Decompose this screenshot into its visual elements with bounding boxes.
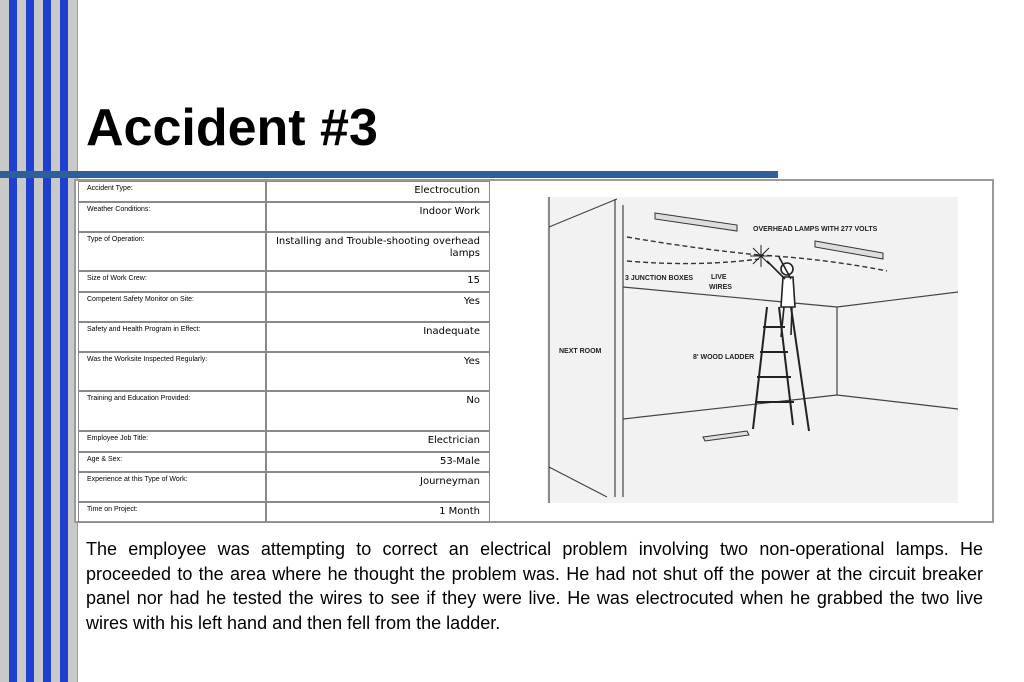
label-live: LIVE <box>711 274 727 281</box>
table-row <box>78 452 490 472</box>
row-label: Time on Project: <box>78 502 266 523</box>
row-value: 15 <box>266 271 490 292</box>
table-row <box>78 292 490 322</box>
stripe <box>34 0 43 682</box>
title-rule <box>0 171 778 178</box>
table-row <box>78 431 490 452</box>
stripe <box>51 0 60 682</box>
row-label: Safety and Health Program in Effect: <box>78 322 266 352</box>
table-row <box>78 271 490 292</box>
row-label: Employee Job Title: <box>78 431 266 452</box>
row-value: No <box>266 391 490 431</box>
row-label: Weather Conditions: <box>78 202 266 232</box>
row-value: 1 Month <box>266 502 490 523</box>
accident-description: The employee was attempting to correct an electrical problem involving two non-operational lamps. He proceeded to the area where he thought the problem was. He had not shut off the power at the circuit breaker panel nor had he tested the wires to see if they were live. He was electrocuted when he grabbed the two live wires with his left hand and then fell from the ladder. <box>86 539 983 633</box>
row-value: Electrician <box>266 431 490 452</box>
table-row <box>78 181 490 202</box>
label-junction-boxes: 3 JUNCTION BOXES <box>625 275 694 282</box>
row-value: Inadequate <box>266 322 490 352</box>
row-value: Journeyman <box>266 472 490 502</box>
row-label: Was the Worksite Inspected Regularly: <box>78 352 266 391</box>
row-label: Training and Education Provided: <box>78 391 266 431</box>
label-ladder: 8' WOOD LADDER <box>693 354 755 361</box>
accident-illustration <box>547 197 958 503</box>
stripe <box>60 0 68 682</box>
row-value: Yes <box>266 352 490 391</box>
table-row <box>78 232 490 271</box>
slide-title: Accident #3 <box>86 99 378 157</box>
stripe <box>17 0 26 682</box>
table-row <box>78 202 490 232</box>
stripe <box>43 0 51 682</box>
label-next-room: NEXT ROOM <box>559 348 602 355</box>
label-wires: WIRES <box>709 284 732 291</box>
accident-info-panel <box>74 179 994 523</box>
stripe <box>0 0 9 682</box>
accident-info-table <box>78 181 490 523</box>
row-label: Size of Work Crew: <box>78 271 266 292</box>
label-overhead-lamps: OVERHEAD LAMPS WITH 277 VOLTS <box>753 226 878 233</box>
row-label: Age & Sex: <box>78 452 266 472</box>
table-row <box>78 502 490 523</box>
stripe <box>9 0 17 682</box>
table-row <box>78 352 490 391</box>
decorative-stripes <box>0 0 78 682</box>
stripe <box>26 0 34 682</box>
table-row <box>78 472 490 502</box>
row-value: Yes <box>266 292 490 322</box>
table-row <box>78 391 490 431</box>
row-label: Accident Type: <box>78 181 266 202</box>
row-value: Electrocution <box>266 181 490 202</box>
row-label: Type of Operation: <box>78 232 266 271</box>
row-label: Experience at this Type of Work: <box>78 472 266 502</box>
row-value: Indoor Work <box>266 202 490 232</box>
row-value: 53-Male <box>266 452 490 472</box>
table-row <box>78 322 490 352</box>
row-label: Competent Safety Monitor on Site: <box>78 292 266 322</box>
row-value: Installing and Trouble-shooting overhead lamps <box>266 232 490 271</box>
